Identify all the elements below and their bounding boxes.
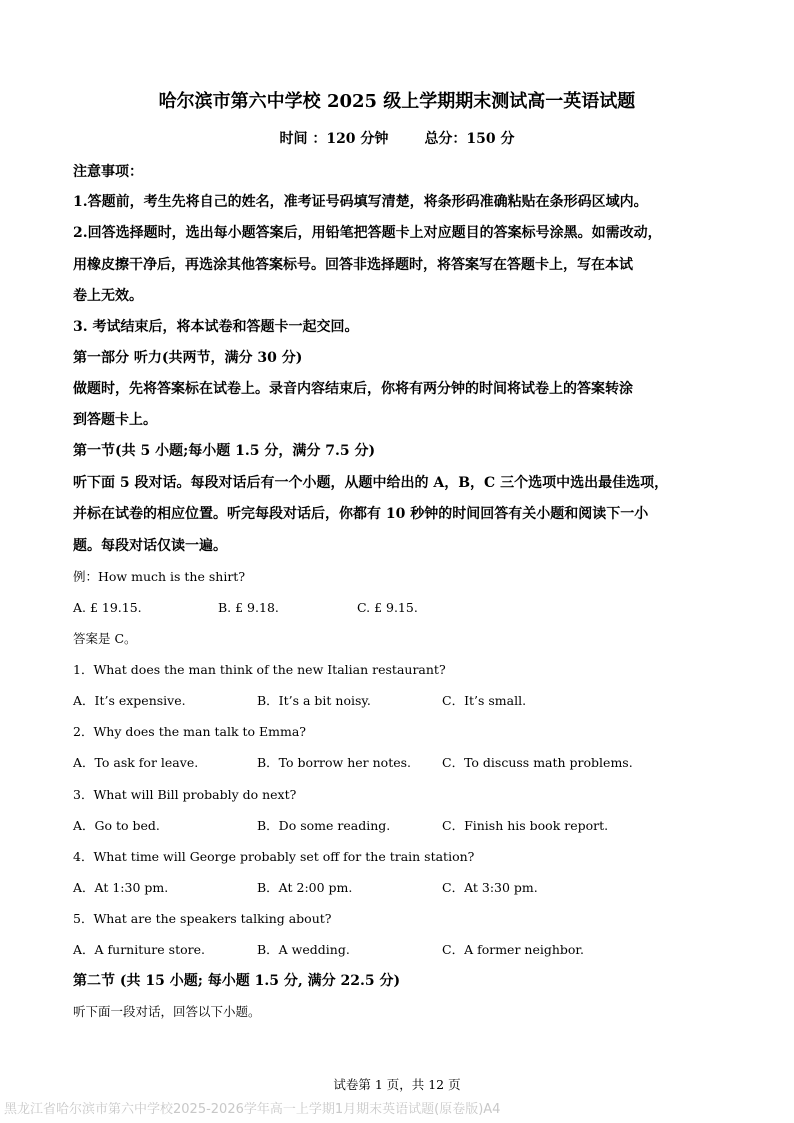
q1-option-a: A．It’s expensive.: [73, 693, 186, 708]
note-line-3: 3. 考试结束后，将本试卷和答题卡一起交回。: [73, 319, 359, 335]
note-line-2a: 2.回答选择题时，选出每小题答案后，用铅笔把答题卡上对应题目的答案标号涂黑。如需改动，: [73, 225, 662, 241]
q5-option-b: B．A wedding.: [257, 942, 350, 957]
part1-heading: 第一部分 听力(共两节，满分 30 分): [73, 350, 303, 366]
section1-intro-c: 题。每段对话仅读一遍。: [73, 538, 227, 554]
section1-intro-b: 并标在试卷的相应位置。听完每段对话后，你都有 10 秒钟的时间回答有关小题和阅读下一小: [73, 506, 649, 522]
part1-intro-a: 做题时，先将答案标在试卷上。录音内容结束后，你将有两分钟的时间将试卷上的答案转涂: [73, 381, 633, 397]
exam-time: 时间 ：120 分钟: [279, 131, 389, 147]
section1-intro-a: 听下面 5 段对话。每段对话后有一个小题，从题中给出的 A，B，C 三个选项中选出最佳选项，: [73, 475, 669, 491]
example-answer: 答案是 C。: [73, 631, 137, 646]
question-4: 4．What time will George probably set off for the train station?: [73, 849, 475, 864]
example-option-b: B. £ 9.18.: [218, 600, 279, 615]
q5-option-c: C．A former neighbor.: [442, 942, 584, 957]
q2-option-b: B．To borrow her notes.: [257, 755, 412, 770]
q2-option-a: A．To ask for leave.: [73, 755, 199, 770]
question-2: 2．Why does the man talk to Emma?: [73, 724, 307, 739]
note-line-1: 1.答题前，考生先将自己的姓名，准考证号码填写清楚，将条形码准确粘贴在条形码区域内。: [73, 194, 648, 210]
note-line-2b: 用橡皮擦干净后，再选涂其他答案标号。回答非选择题时，将答案写在答题卡上，写在本试: [73, 257, 633, 273]
part1-intro-b: 到答题卡上。: [73, 412, 157, 428]
q1-option-c: C．It’s small.: [442, 693, 527, 708]
page-number: 试卷第 1 页，共 12 页: [333, 1077, 461, 1092]
exam-title: 哈尔滨市第六中学校 2025 级上学期期末测试高一英语试题: [158, 91, 636, 112]
exam-info: [0, 128, 794, 150]
notes-heading: 注意事项：: [73, 164, 143, 180]
example-option-a: A. £ 19.15.: [73, 600, 142, 615]
q4-option-b: B．At 2:00 pm.: [257, 880, 353, 895]
q3-option-c: C．Finish his book report.: [442, 818, 609, 833]
q1-option-b: B．It’s a bit noisy.: [257, 693, 371, 708]
note-line-2c: 卷上无效。: [73, 288, 143, 304]
q5-option-a: A．A furniture store.: [73, 942, 205, 957]
question-5: 5．What are the speakers talking about?: [73, 911, 332, 926]
section2-intro: 听下面一段对话，回答以下小题。: [73, 1004, 261, 1019]
section2-heading: 第二节 (共 15 小题; 每小题 1.5 分, 满分 22.5 分): [73, 973, 401, 989]
q4-option-a: A．At 1:30 pm.: [73, 880, 169, 895]
q4-option-c: C．At 3:30 pm.: [442, 880, 538, 895]
section1-heading: 第一节(共 5 小题;每小题 1.5 分，满分 7.5 分): [73, 443, 376, 459]
q3-option-b: B．Do some reading.: [257, 818, 391, 833]
q3-option-a: A．Go to bed.: [73, 818, 160, 833]
question-1: 1．What does the man think of the new Italian restaurant?: [73, 662, 446, 677]
document-watermark: 黑龙江省哈尔滨市第六中学校2025-2026学年高一上学期1月期末英语试题(原卷版)A4: [4, 1102, 501, 1117]
example-question: 例：How much is the shirt?: [73, 569, 246, 584]
exam-total-score: 总分：150 分: [424, 131, 515, 147]
q2-option-c: C．To discuss math problems.: [442, 755, 633, 770]
example-option-c: C. £ 9.15.: [357, 600, 418, 615]
question-3: 3．What will Bill probably do next?: [73, 787, 297, 802]
